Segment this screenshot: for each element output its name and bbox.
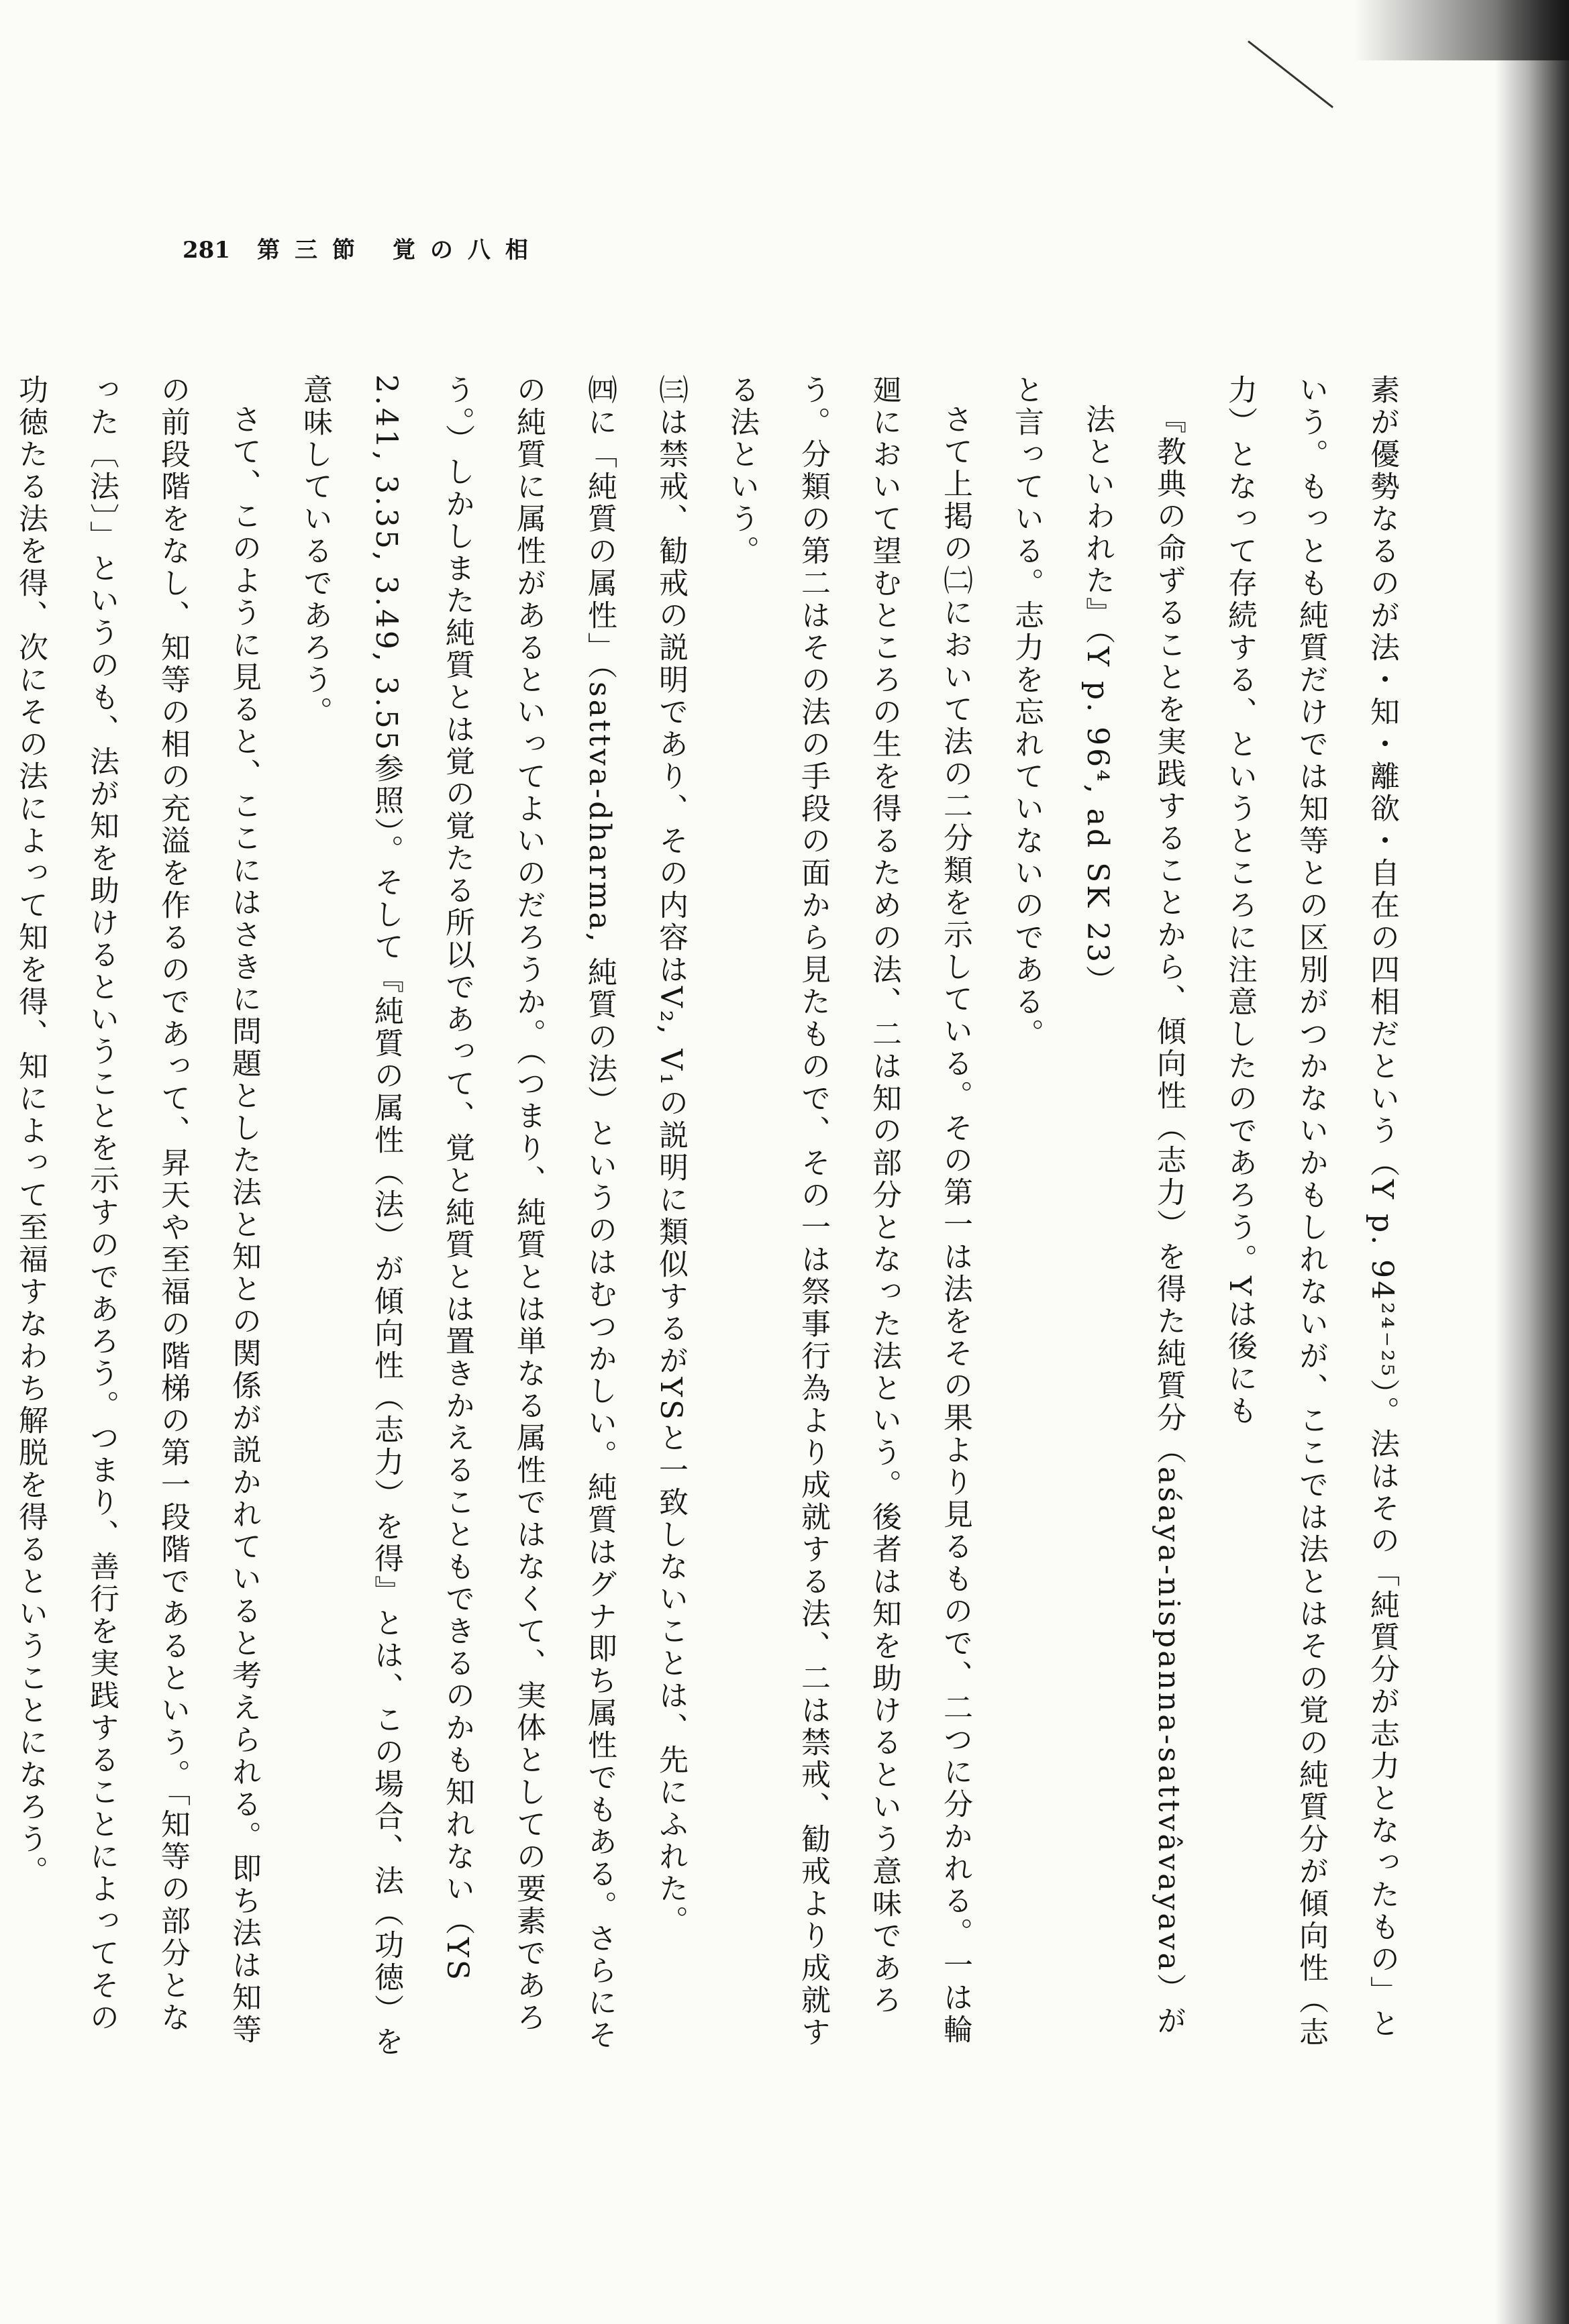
chapter-title: 第三節 覚の八相: [256, 237, 543, 264]
scan-scratch-mark: [1248, 40, 1333, 108]
paragraph: と言っている。志力を忘れていないのである。: [1009, 374, 1044, 1051]
paragraph: ㈣に「純質の属性」（sattva-dharma, 純質の法）というのはむつかしい。純質はグナ即ち属性でもある。さらにその純質に属性があるといってよいのだろうか。（つまり、純質とは単なる属性ではなくて、実体としての要素であろう。）しかしまた純質とは覚の覚たる所以であって、覚と純質とは置きかえることもできるのかも知れない（YS 2.41, 3.35, 3.49, 3.55参照）。そして『純質の属性（法）が傾向性（志力）を得』とは、この場合、法（功徳）を意味しているであろう。: [298, 374, 617, 2058]
paragraph: 素が優勢なるのが法・知・離欲・自在の四相だという（Y p. 94²⁴⁻²⁵）。法はその「純質分が志力となったもの」という。もっとも純質だけでは知等との区別がつかないかもしれないが、ここでは法とはその覚の純質分が傾向性（志力）となって存続する、というところに注意したのであろう。Yは後にも: [1223, 374, 1399, 2049]
paragraph: さて、このように見ると、ここにはさきに問題とした法と知との関係が説かれていると考えられる。即ち法は知等の前段階をなし、知等の相の充溢を作るのであって、昇天や至福の階梯の第一段階であるという。「知等の部分となった〔法〕」というのも、法が知を助けるということを示すのであろう。つまり、善行を実践することによってその功徳たる法を得、次にその法によって知を得、知によって至福すなわち解脱を得るということになろう。: [13, 374, 261, 2046]
paragraph: さて上掲の㈡において法の二分類を示している。その第一は法をその果より見るもので、二つに分かれる。一は輪廻において望むところの生を得るための法、二は知の部分となった法という。後者は知を助けるという意味であろう。分類の第二はその法の手段の面から見たもので、その一は祭事行為より成就する法、二は禁戒、勧戒より成就する法という。: [725, 374, 972, 2049]
scan-shadow-edge: [1495, 0, 1569, 2324]
quotation: 『教典の命ずることを実践することから、傾向性（志力）を得た純質分（aśaya-nispanna-sattvâvayava）が法といわれた』（Y p. 96⁴, ad SK 23）: [1080, 404, 1186, 2038]
body-text: [0, 374, 1417, 2065]
paragraph: ㈢は禁戒、勧戒の説明であり、その内容はV₂, V₁の説明に類似するがYSと一致しないことは、先にふれた。: [654, 374, 688, 1938]
running-header: [183, 231, 543, 264]
page-number: 281: [183, 237, 230, 264]
scan-shadow-corner: [1354, 0, 1569, 60]
